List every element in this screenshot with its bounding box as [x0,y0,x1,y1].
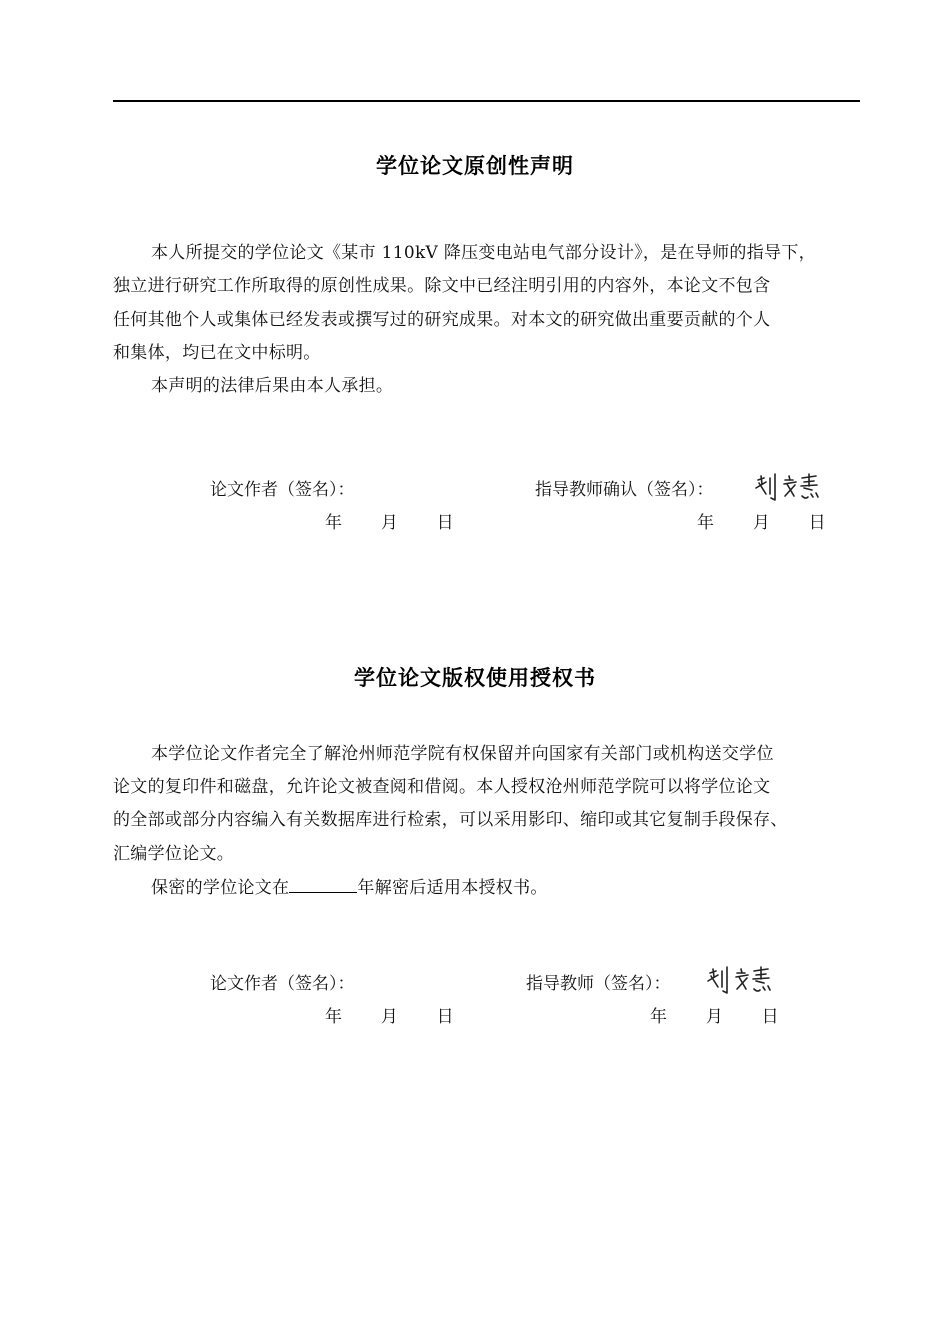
authorization-advisor-date [650,1006,779,1028]
authorization-advisor-signature-image [704,963,774,997]
secrecy-text-before: 保密的学位论文在 [151,878,290,898]
date-year-label: 年 [697,513,714,533]
declaration-author-date [325,512,454,534]
declaration-paragraph-line: 任何其他个人或集体已经发表或撰写过的研究成果。对本文的研究做出重要贡献的个人 [113,310,771,330]
declaration-paragraph-line: 本人所提交的学位论文《某市 110kV 降压变电站电气部分设计》，是在导师的指导下， [151,243,816,263]
authorization-paragraph-line: 的全部或部分内容编入有关数据库进行检索，可以采用影印、缩印或其它复制手段保存、 [113,810,788,830]
declaration-advisor-date [697,512,826,534]
date-year-label: 年 [325,1007,342,1027]
declaration-advisor-signature-image [752,470,822,504]
date-month-label: 月 [380,513,398,533]
declaration-author-signature-label: 论文作者（签名）： [210,480,355,500]
date-day-label: 日 [436,1007,454,1027]
declaration-paragraph-line: 独立进行研究工作所取得的原创性成果。除文中已经注明引用的内容外，本论文不包含 [113,276,771,296]
date-month-label: 月 [705,1007,723,1027]
secrecy-statement-line [151,876,911,899]
secrecy-text-after: 年解密后适用本授权书。 [357,878,548,898]
date-month-label: 月 [752,513,770,533]
authorization-title: 学位论文版权使用授权书 [354,666,596,690]
date-month-label: 月 [380,1007,398,1027]
authorization-author-date [325,1006,454,1028]
date-day-label: 日 [436,513,454,533]
declaration-advisor-signature-label: 指导教师确认（签名）： [535,480,714,500]
declaration-title: 学位论文原创性声明 [376,154,574,178]
authorization-paragraph-line: 汇编学位论文。 [113,844,235,864]
date-day-label: 日 [761,1007,779,1027]
declaration-statement-line: 本声明的法律后果由本人承担。 [151,376,394,396]
secrecy-years-blank [289,876,357,893]
header-rule [113,100,860,102]
date-year-label: 年 [650,1007,667,1027]
declaration-paragraph-line: 和集体，均已在文中标明。 [113,343,321,363]
authorization-paragraph-line: 论文的复印件和磁盘，允许论文被查阅和借阅。本人授权沧州师范学院可以将学位论文 [113,777,771,797]
authorization-paragraph-line: 本学位论文作者完全了解沧州师范学院有权保留并向国家有关部门或机构送交学位 [151,744,774,764]
date-day-label: 日 [808,513,826,533]
authorization-advisor-signature-label: 指导教师（签名）： [526,974,671,994]
date-year-label: 年 [325,513,342,533]
authorization-author-signature-label: 论文作者（签名）： [210,974,355,994]
